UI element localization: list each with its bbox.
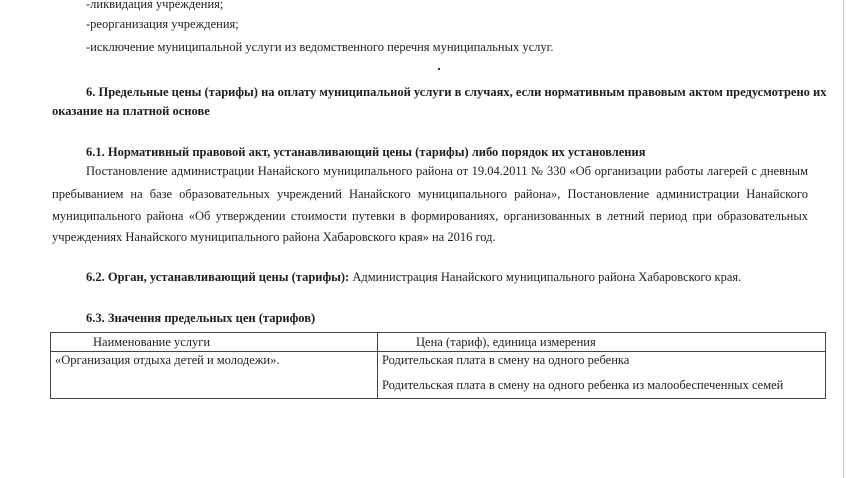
section-6-heading-line1: 6. Предельные цены (тарифы) на оплату муниципальной услуги в случаях, если нормативным правовым актом предусмотрено их [86,85,827,99]
price-item: Родительская плата в смену на одного ребенка [382,353,630,367]
section-6-1-body-line1: Постановление администрации Нанайского муниципального района от 19.04.2011 № 330 «Об организации работы лагерей с дневным [86,164,808,178]
page-edge-rule [843,0,844,478]
table-header-service: Наименование услуги [51,333,378,352]
table-cell-prices [378,352,826,399]
section-6-1-body-line3: муниципального района «Об утверждении стоимости путевки в формированиях, организованных в летний период при образовательных [52,209,808,223]
list-item-liquidation: -ликвидация учреждения; [86,0,224,11]
price-item: Родительская плата в смену на одного ребенка из малообеспеченных семей [382,378,784,392]
list-item-reorganization: -реорганизация учреждения; [86,17,239,31]
section-6-1-body-line4: учреждениях Нанайского муниципального района Хабаровского края» на 2016 год. [52,230,496,244]
prices-table [50,332,826,399]
table-cell-service: «Организация отдыха детей и молодежи». [51,352,378,399]
section-6-1-body-line2: пребыванием на базе образовательных учреждений Нанайского муниципального района», Постановление администрации Нанайского [52,187,808,201]
section-6-3-heading: 6.3. Значения предельных цен (тарифов) [86,311,316,325]
table-header-row [51,333,826,352]
section-6-2-label: 6.2. Орган, устанавливающий цены (тарифы): [86,270,350,284]
table-row [51,352,826,399]
list-item-exclusion: -исключение муниципальной услуги из ведомственного перечня муниципальных услуг. [86,40,554,54]
scan-speck [438,68,440,70]
section-6-1-heading: 6.1. Нормативный правовой акт, устанавливающий цены (тарифы) либо порядок их установления [86,145,646,159]
section-6-2 [86,269,741,285]
table-header-price: Цена (тариф), единица измерения [378,333,826,352]
section-6-2-value: Администрация Нанайского муниципального района Хабаровского края. [349,270,742,284]
section-6-heading-line2: оказание на платной основе [52,104,210,118]
